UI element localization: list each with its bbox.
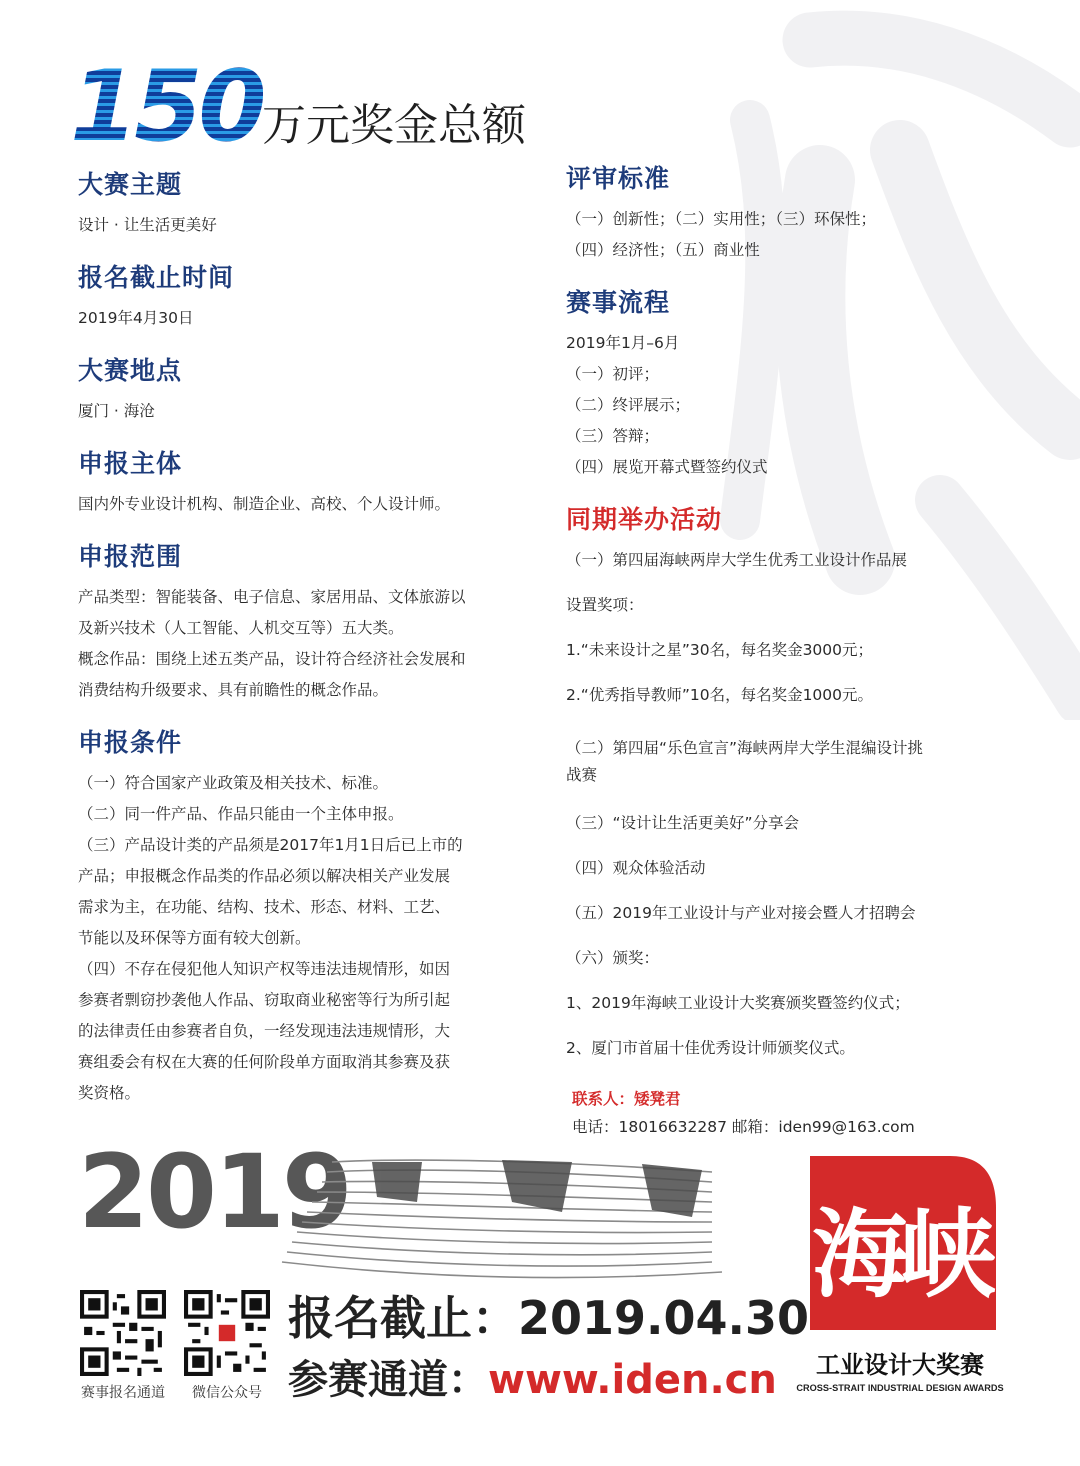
section-criteria (566, 164, 1026, 266)
award-logo-icon (800, 1148, 1000, 1338)
scope-line: 产品类型：智能装备、电子信息、家居用品、文体旅游以 (78, 588, 466, 606)
event-6a: 1、2019年海峡工业设计大奖赛颁奖暨签约仪式； (566, 994, 910, 1012)
channel-label: 参赛通道： (288, 1357, 488, 1403)
event-1: （一）第四届海峡两岸大学生优秀工业设计作品展 (566, 551, 908, 569)
event-4: （四）观众体验活动 (566, 859, 706, 877)
section-title: 申报条件 (78, 728, 183, 757)
process-line: （三）答辩； (566, 427, 660, 445)
contact-info: 电话：18016632287 邮箱：iden99@163.com (572, 1118, 915, 1136)
award-2: 2.“优秀指导教师”10名，每名奖金1000元。 (566, 686, 874, 704)
section-scope (78, 542, 528, 706)
logo-title: 工业设计大奖赛 (816, 1351, 984, 1379)
section-location (78, 356, 528, 427)
condition-line: （二）同一件产品、作品只能由一个主体申报。 (78, 805, 404, 823)
qr-code-registration[interactable] (80, 1290, 166, 1376)
scope-line: 及新兴技术（人工智能、人机交互等）五大类。 (78, 619, 404, 637)
section-title: 申报范围 (78, 542, 183, 571)
condition-line: （一）符合国家产业政策及相关技术、标准。 (78, 774, 389, 792)
footer-banner (0, 1130, 1080, 1466)
section-title: 评审标准 (566, 164, 671, 193)
process-line: 2019年1月–6月 (566, 334, 680, 352)
awards-label: 设置奖项： (566, 596, 644, 614)
process-line: （一）初评； (566, 365, 660, 383)
condition-line: 赛组委会有权在大赛的任何阶段单方面取消其参赛及获 (78, 1053, 451, 1071)
qr-label-registration: 赛事报名通道 (81, 1385, 165, 1401)
section-text: 厦门 · 海沧 (78, 402, 155, 420)
section-title: 大赛地点 (78, 356, 183, 385)
section-title: 大赛主题 (78, 170, 183, 199)
section-title: 报名截止时间 (78, 263, 235, 292)
section-process (566, 288, 1026, 483)
section-title: 同期举办活动 (566, 505, 723, 534)
prize-amount: 150 (70, 50, 263, 164)
section-deadline (78, 263, 528, 334)
left-column (78, 170, 528, 1109)
section-text: 设计 · 让生活更美好 (78, 216, 217, 234)
section-conditions (78, 728, 528, 1109)
channel-url-link[interactable]: www.iden.cn (488, 1357, 777, 1403)
logo-glyphs: 海峡 (812, 1198, 988, 1311)
award-1: 1.“未来设计之星”30名，每名奖金3000元； (566, 641, 874, 659)
event-3: （三）“设计让生活更美好”分享会 (566, 814, 800, 832)
process-line: （二）终评展示； (566, 396, 691, 414)
contact-name: 联系人：矮凳君 (572, 1090, 681, 1108)
wave-graphic (272, 1142, 792, 1292)
condition-line: 节能以及环保等方面有较大创新。 (78, 929, 311, 947)
section-subject (78, 449, 528, 520)
entry-channel (288, 1352, 777, 1408)
section-title: 申报主体 (78, 449, 183, 478)
condition-line: （三）产品设计类的产品须是2017年1月1日后已上市的 (78, 836, 463, 854)
section-text: 2019年4月30日 (78, 309, 194, 327)
prize-caption: 万元奖金总额 (262, 100, 526, 151)
criteria-line: （四）经济性；（五）商业性 (566, 241, 760, 259)
right-column (566, 164, 1026, 1140)
qr-code-wechat[interactable] (184, 1290, 270, 1376)
event-2-cont: 战赛 (566, 766, 598, 784)
condition-line: 产品；申报概念作品类的作品必须以解决相关产业发展 (78, 867, 451, 885)
year-mark: 2019 (78, 1133, 350, 1252)
condition-line: 的法律责任由参赛者自负，一经发现违法违规情形，大 (78, 1022, 451, 1040)
event-2: （二）第四届“乐色宣言”海峡两岸大学生混编设计挑 (566, 739, 924, 757)
registration-deadline: 报名截止：2019.04.30 (288, 1291, 810, 1345)
qr-logo-icon (219, 1325, 235, 1341)
section-text: 国内外专业设计机构、制造企业、高校、个人设计师。 (78, 495, 451, 513)
condition-line: 需求为主，在功能、结构、技术、形态、材料、工艺、 (78, 898, 451, 916)
logo-subtitle: CROSS-STRAIT INDUSTRIAL DESIGN AWARDS (796, 1383, 1004, 1393)
process-line: （四）展览开幕式暨签约仪式 (566, 458, 768, 476)
scope-line: 概念作品：围绕上述五类产品，设计符合经济社会发展和 (78, 650, 466, 668)
section-events (566, 505, 1026, 1064)
section-title: 赛事流程 (566, 288, 671, 317)
scope-line: 消费结构升级要求、具有前瞻性的概念作品。 (78, 681, 389, 699)
section-theme (78, 170, 528, 241)
event-6: （六）颁奖： (566, 949, 660, 967)
event-6b: 2、厦门市首届十佳优秀设计师颁奖仪式。 (566, 1039, 855, 1057)
condition-line: （四）不存在侵犯他人知识产权等违法违规情形，如因 (78, 960, 451, 978)
qr-label-wechat: 微信公众号 (192, 1385, 262, 1401)
condition-line: 奖资格。 (78, 1084, 141, 1102)
condition-line: 参赛者剽窃抄袭他人作品、窃取商业秘密等行为所引起 (78, 991, 451, 1009)
criteria-line: （一）创新性；（二）实用性；（三）环保性； (566, 210, 877, 228)
event-5: （五）2019年工业设计与产业对接会暨人才招聘会 (566, 904, 916, 922)
